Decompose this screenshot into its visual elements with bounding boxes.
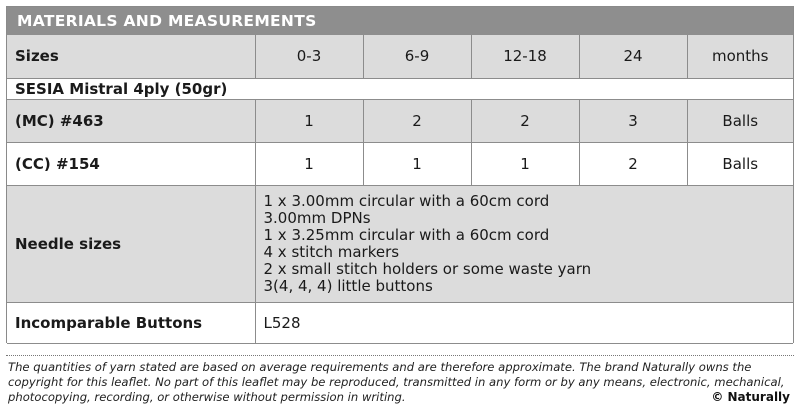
table-row: [7, 185, 793, 302]
cc-value: 1: [363, 142, 471, 185]
size-value: 0-3: [255, 35, 363, 78]
materials-table: [7, 35, 793, 344]
section-header: MATERIALS AND MEASUREMENTS: [7, 7, 793, 35]
materials-panel: [6, 6, 794, 343]
needle-item: 1 x 3.00mm circular with a 60cm cord: [263, 191, 550, 210]
cc-value: 1: [471, 142, 579, 185]
table-row: [7, 35, 793, 78]
divider: [6, 355, 794, 356]
table-row: [7, 99, 793, 142]
sizes-label: Sizes: [7, 35, 255, 78]
needles-label: Needle sizes: [7, 185, 255, 302]
cc-value: 2: [579, 142, 687, 185]
sizes-unit: months: [687, 35, 793, 78]
buttons-label: Incomparable Buttons: [7, 302, 255, 343]
yarn-title: SESIA Mistral 4ply (50gr): [7, 78, 793, 99]
mc-value: 2: [363, 99, 471, 142]
copyright: © Naturally: [711, 390, 790, 404]
needle-item: 3(4, 4, 4) little buttons: [263, 276, 433, 295]
size-value: 12-18: [471, 35, 579, 78]
mc-label: (MC) #463: [7, 99, 255, 142]
mc-unit: Balls: [687, 99, 793, 142]
footnote: [8, 360, 794, 405]
size-value: 6-9: [363, 35, 471, 78]
table-row: [7, 142, 793, 185]
cc-label: (CC) #154: [7, 142, 255, 185]
needles-list: [255, 185, 793, 302]
needle-item: 3.00mm DPNs: [263, 208, 371, 227]
size-value: 24: [579, 35, 687, 78]
mc-value: 3: [579, 99, 687, 142]
needle-item: 2 x small stitch holders or some waste yarn: [263, 259, 592, 278]
cc-unit: Balls: [687, 142, 793, 185]
mc-value: 2: [471, 99, 579, 142]
table-row: [7, 78, 793, 99]
needle-item: 1 x 3.25mm circular with a 60cm cord: [263, 225, 550, 244]
mc-value: 1: [255, 99, 363, 142]
footnote-text: The quantities of yarn stated are based on average requirements and are therefore approximate. The brand Naturally owns the copyright for this leaflet. No part of this leaflet may be reproduced, transmitted in any form or by any means, electronic, mechanical, photocopying, recording, or otherwise without permission in writing.: [8, 360, 785, 404]
table-row: [7, 302, 793, 343]
needle-item: 4 x stitch markers: [263, 242, 400, 261]
cc-value: 1: [255, 142, 363, 185]
buttons-value: L528: [255, 302, 793, 343]
